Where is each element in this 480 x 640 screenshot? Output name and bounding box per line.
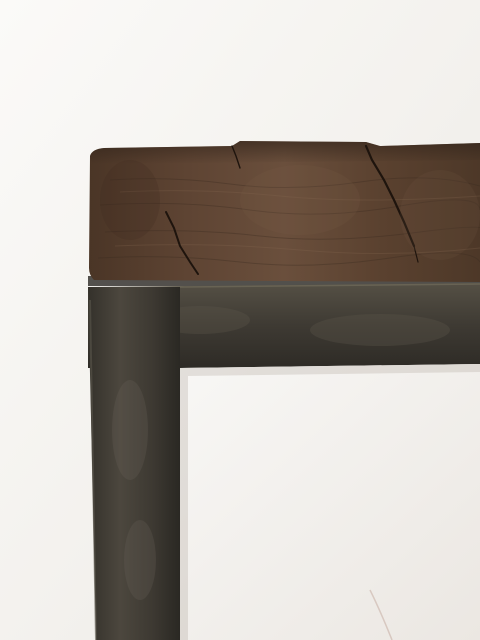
frame-opening <box>180 364 480 640</box>
steel-frame-leg <box>88 287 180 640</box>
wood-tabletop <box>89 141 480 282</box>
